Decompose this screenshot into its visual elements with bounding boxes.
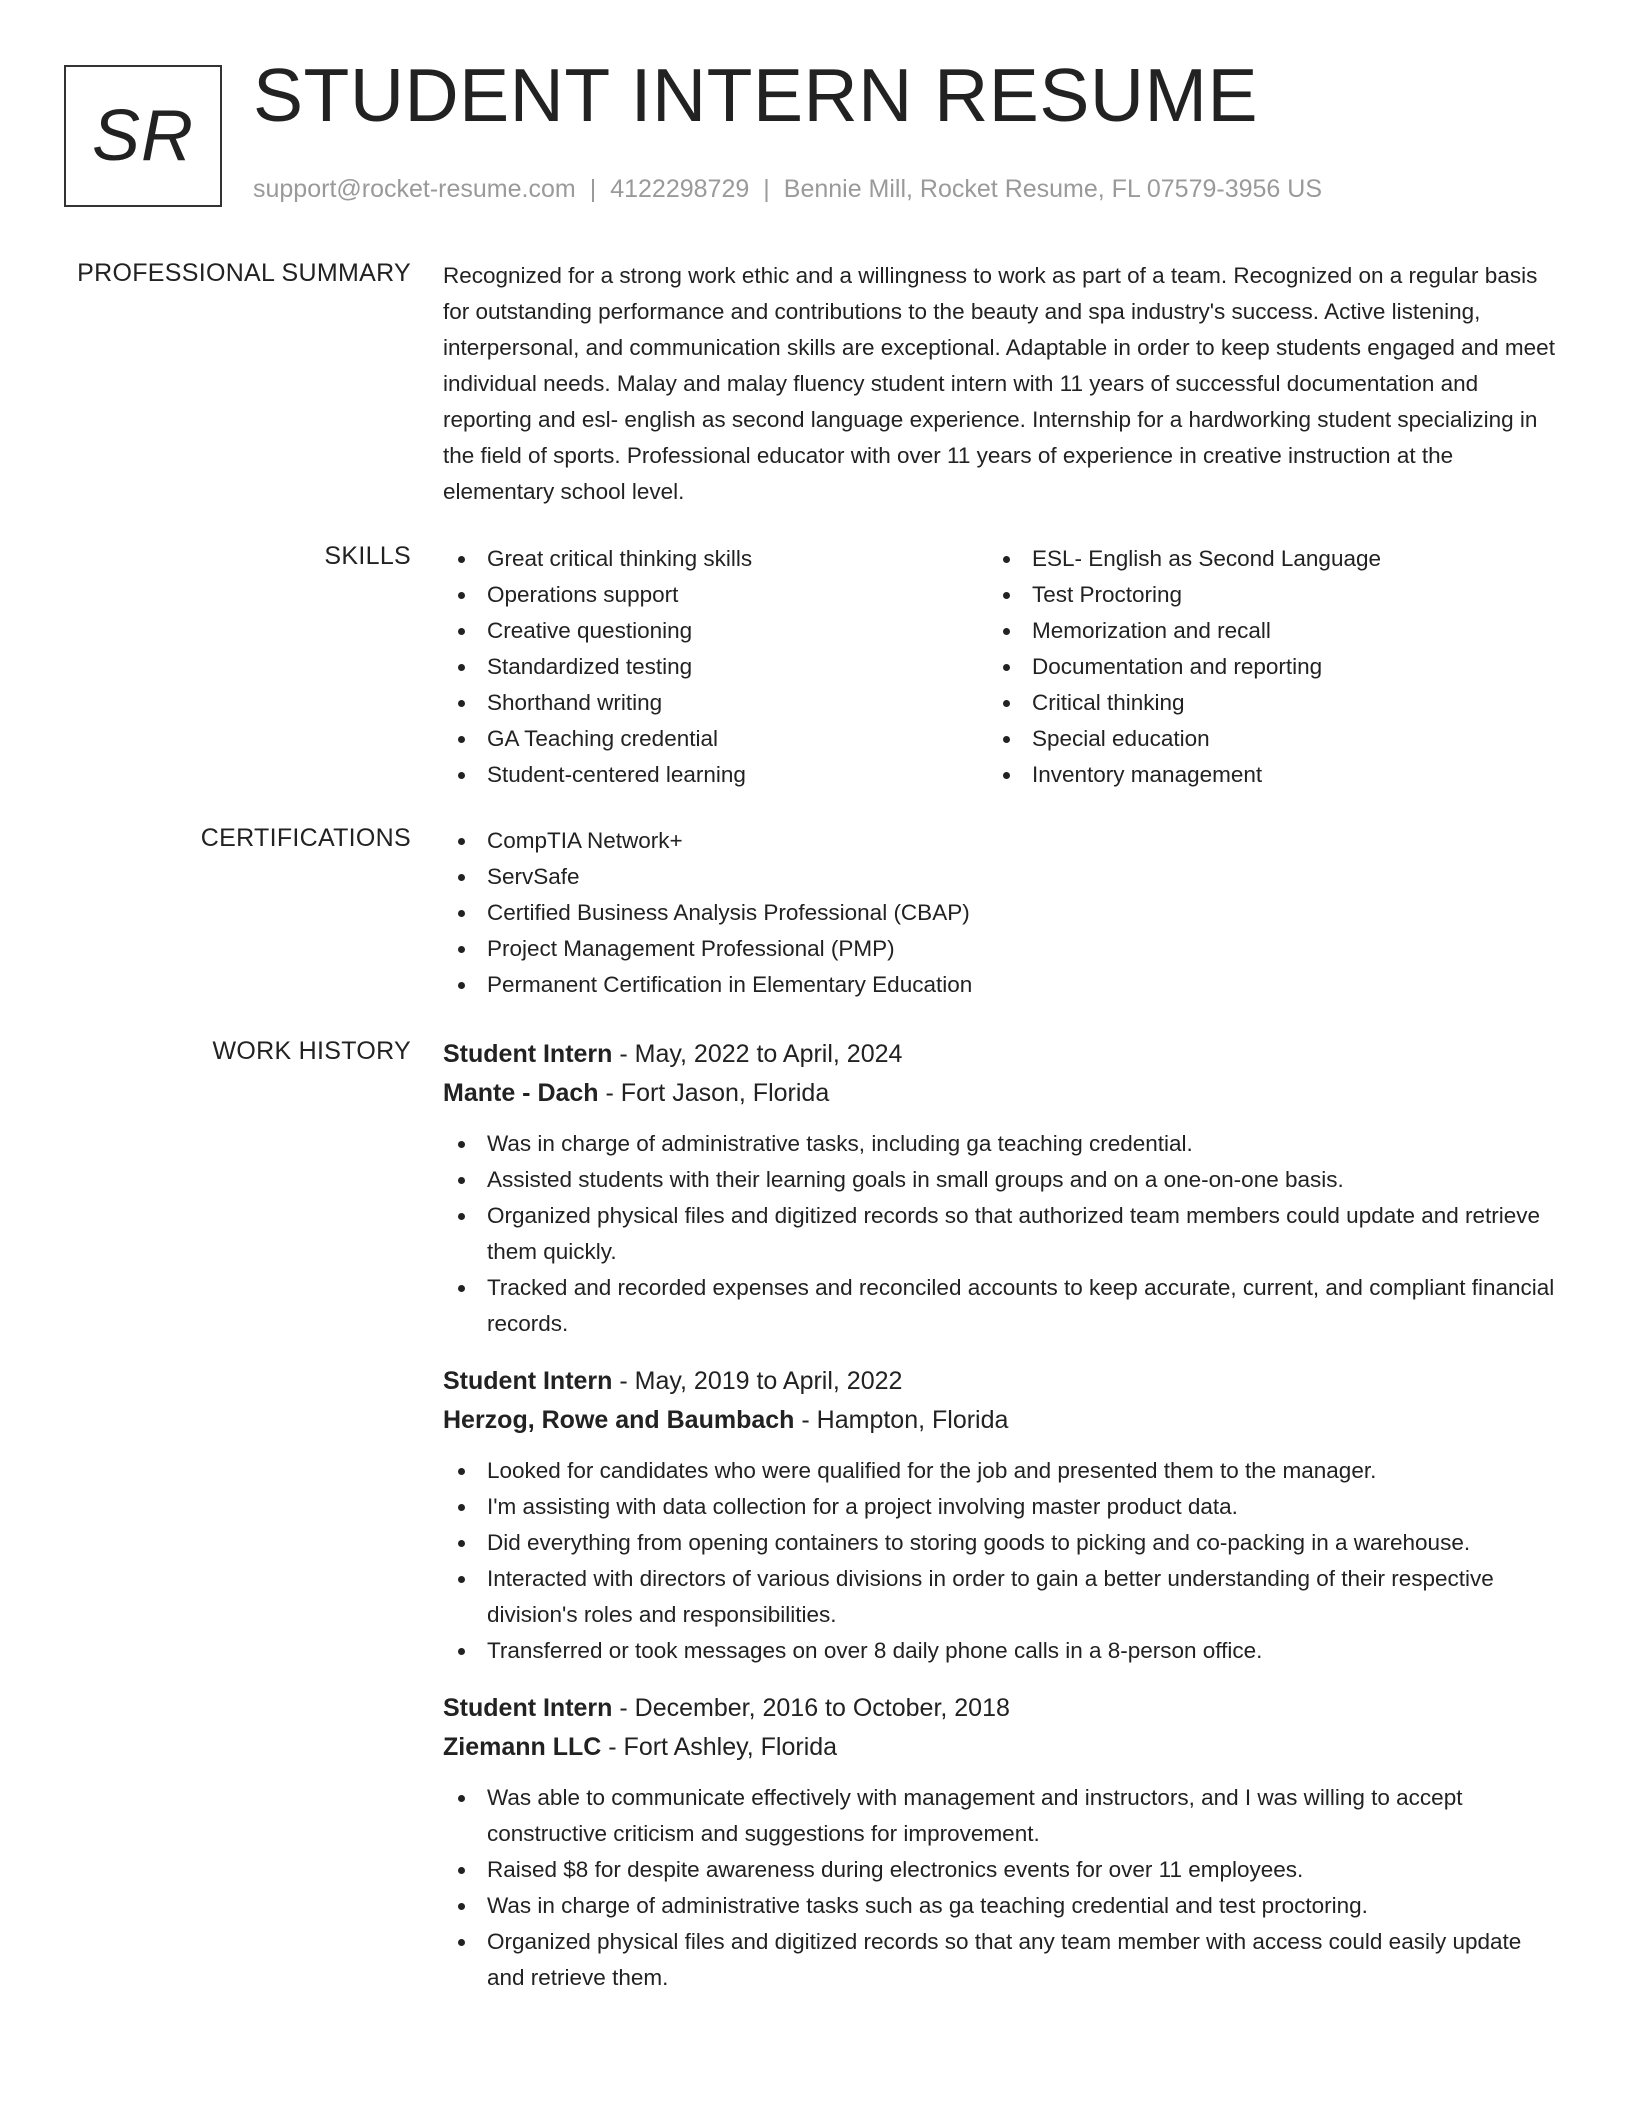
job-entry — [443, 1035, 1558, 1342]
list-item: Creative questioning — [443, 613, 988, 649]
list-item: Organized physical files and digitized records so that authorized team members could update and retrieve them quickly. — [443, 1198, 1558, 1270]
list-item: ESL- English as Second Language — [988, 541, 1533, 577]
job-title: Student Intern — [443, 1694, 613, 1722]
job-location: - Fort Ashley, Florida — [601, 1733, 838, 1761]
job-bullets — [443, 1780, 1558, 1996]
contact-line — [253, 174, 1322, 204]
list-item: Memorization and recall — [988, 613, 1533, 649]
job-dates: - May, 2022 to April, 2024 — [612, 1040, 903, 1068]
job-bullets — [443, 1126, 1558, 1342]
list-item: Raised $8 for despite awareness during electronics events for over 11 employees. — [443, 1852, 1558, 1888]
certifications-heading: CERTIFICATIONS — [200, 824, 411, 852]
list-item: Did everything from opening containers to storing goods to picking and co-packing in a warehouse. — [443, 1525, 1558, 1561]
list-item: Assisted students with their learning goals in small groups and on a one-on-one basis. — [443, 1162, 1558, 1198]
job-company: Herzog, Rowe and Baumbach — [443, 1406, 795, 1434]
list-item: I'm assisting with data collection for a project involving master product data. — [443, 1489, 1558, 1525]
job-entry — [443, 1362, 1558, 1669]
list-item: Was able to communicate effectively with management and instructors, and I was willing to accept constructive criticism and suggestions for improvement. — [443, 1780, 1558, 1852]
list-item: Shorthand writing — [443, 685, 988, 721]
summary-heading: PROFESSIONAL SUMMARY — [77, 259, 411, 287]
skills-list-right — [988, 541, 1533, 793]
job-location: - Fort Jason, Florida — [598, 1079, 830, 1107]
job-dates: - May, 2019 to April, 2022 — [612, 1367, 903, 1395]
monogram-logo: SR — [64, 65, 222, 207]
list-item: CompTIA Network+ — [443, 823, 1558, 859]
list-item: Project Management Professional (PMP) — [443, 931, 1558, 967]
list-item: Standardized testing — [443, 649, 988, 685]
skills-heading: SKILLS — [324, 542, 411, 570]
job-bullets — [443, 1453, 1558, 1669]
skills-column-right — [988, 541, 1533, 793]
job-company-line — [443, 1728, 1558, 1767]
list-item: Documentation and reporting — [988, 649, 1533, 685]
contact-email[interactable]: support@rocket-resume.com — [253, 175, 576, 203]
job-company-line — [443, 1074, 1558, 1113]
certifications-list — [443, 823, 1558, 1003]
list-item: Great critical thinking skills — [443, 541, 988, 577]
contact-separator: | — [763, 175, 770, 203]
list-item: GA Teaching credential — [443, 721, 988, 757]
resume-title: STUDENT INTERN RESUME — [253, 53, 1259, 137]
list-item: Certified Business Analysis Professional (CBAP) — [443, 895, 1558, 931]
list-item: Organized physical files and digitized records so that any team member with access could easily update and retrieve them. — [443, 1924, 1558, 1996]
job-location: - Hampton, Florida — [794, 1406, 1009, 1434]
list-item: Interacted with directors of various divisions in order to gain a better understanding of their respective division's roles and responsibilities. — [443, 1561, 1558, 1633]
job-dates: - December, 2016 to October, 2018 — [612, 1694, 1010, 1722]
work-history-heading: WORK HISTORY — [212, 1037, 411, 1065]
list-item: Tracked and recorded expenses and reconciled accounts to keep accurate, current, and compliant financial records. — [443, 1270, 1558, 1342]
skills-body — [443, 541, 1558, 793]
list-item: Transferred or took messages on over 8 daily phone calls in a 8-person office. — [443, 1633, 1558, 1669]
job-title: Student Intern — [443, 1040, 613, 1068]
contact-separator: | — [589, 175, 597, 203]
job-company-line — [443, 1401, 1558, 1440]
job-title-line — [443, 1362, 1558, 1401]
list-item: Was in charge of administrative tasks, including ga teaching credential. — [443, 1126, 1558, 1162]
summary-body — [443, 258, 1558, 510]
list-item: Operations support — [443, 577, 988, 613]
skills-column-left — [443, 541, 988, 793]
contact-address: Bennie Mill, Rocket Resume, FL 07579-3956 US — [783, 175, 1322, 203]
list-item: Looked for candidates who were qualified for the job and presented them to the manager. — [443, 1453, 1558, 1489]
list-item: Permanent Certification in Elementary Education — [443, 967, 1558, 1003]
contact-phone[interactable]: 4122298729 — [610, 175, 750, 203]
job-title-line — [443, 1689, 1558, 1728]
list-item: Was in charge of administrative tasks such as ga teaching credential and test proctoring. — [443, 1888, 1558, 1924]
list-item: ServSafe — [443, 859, 1558, 895]
job-entry — [443, 1689, 1558, 1996]
summary-text: Recognized for a strong work ethic and a willingness to work as part of a team. Recognized on a regular basis for outstanding performance and contributions to the beauty and spa industry's success. Active listening, interpersonal, and communication skills are exceptional. Adaptable in order to keep students engaged and meet individual needs. Malay and malay fluency student intern with 11 years of successful documentation and reporting and esl- english as second language experience. Internship for a hardworking student specializing in the field of sports. Professional educator with over 11 years of experience in creative instruction at the elementary school level. — [443, 263, 1555, 504]
list-item: Critical thinking — [988, 685, 1533, 721]
work-history-body — [443, 1035, 1558, 2016]
certifications-body — [443, 823, 1558, 1003]
job-title-line — [443, 1035, 1558, 1074]
job-title: Student Intern — [443, 1367, 613, 1395]
job-company: Ziemann LLC — [443, 1733, 602, 1761]
list-item: Inventory management — [988, 757, 1533, 793]
list-item: Special education — [988, 721, 1533, 757]
skills-list-left — [443, 541, 988, 793]
job-company: Mante - Dach — [443, 1079, 599, 1107]
list-item: Test Proctoring — [988, 577, 1533, 613]
list-item: Student-centered learning — [443, 757, 988, 793]
